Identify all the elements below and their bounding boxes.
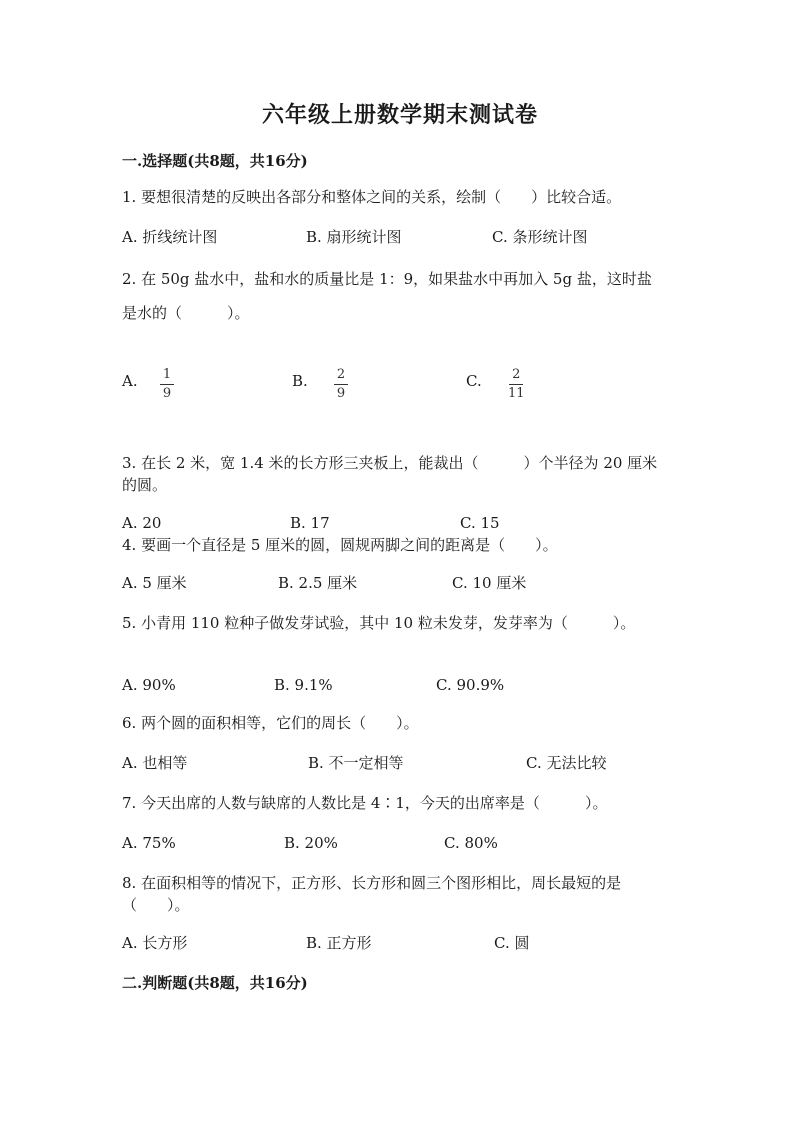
question-7-text: 7. 今天出席的人数与缺席的人数比是 4∶1，今天的出席率是（ ）。 bbox=[122, 794, 608, 812]
question-8-option-a: A. 长方形 bbox=[122, 934, 188, 952]
question-4-option-b: B. 2.5 厘米 bbox=[278, 574, 358, 592]
section-heading-judgment: 二.判断题(共8题，共16分) bbox=[122, 974, 308, 992]
question-3-option-a: A. 20 bbox=[122, 514, 162, 532]
question-2-text-line2: 是水的（ ）。 bbox=[122, 304, 250, 322]
option-label: A. bbox=[122, 372, 138, 390]
question-5-option-c: C. 90.9% bbox=[436, 676, 505, 694]
fraction-numerator: 2 bbox=[512, 367, 521, 382]
question-3-text-line2: 的圆。 bbox=[122, 476, 168, 494]
fraction-bar bbox=[160, 384, 174, 385]
option-label: B. bbox=[292, 372, 308, 390]
fraction bbox=[334, 368, 348, 401]
question-8-text-line2: （ ）。 bbox=[122, 896, 190, 914]
question-4-option-c: C. 10 厘米 bbox=[452, 574, 527, 592]
question-5-option-b: B. 9.1% bbox=[274, 676, 333, 694]
question-2-text-line1: 2. 在 50g 盐水中，盐和水的质量比是 1：9，如果盐水中再加入 5g 盐，这时盐 bbox=[122, 270, 652, 288]
fraction-numerator: 2 bbox=[336, 367, 346, 382]
question-8-option-c: C. 圆 bbox=[494, 934, 530, 952]
question-6-text: 6. 两个圆的面积相等，它们的周长（ ）。 bbox=[122, 714, 419, 732]
option-label: C. bbox=[466, 372, 482, 390]
fraction-denominator: 11 bbox=[508, 386, 525, 401]
fraction-bar bbox=[509, 384, 523, 385]
fraction-bar bbox=[334, 384, 348, 385]
question-1-option-a: A. 折线统计图 bbox=[122, 228, 218, 246]
question-5-text: 5. 小青用 110 粒种子做发芽试验，其中 10 粒未发芽，发芽率为（ ）。 bbox=[122, 614, 636, 632]
question-3-option-b: B. 17 bbox=[290, 514, 330, 532]
fraction-numerator: 1 bbox=[162, 367, 172, 382]
question-4-text: 4. 要画一个直径是 5 厘米的圆，圆规两脚之间的距离是（ ）。 bbox=[122, 536, 558, 554]
question-5-option-a: A. 90% bbox=[122, 676, 176, 694]
question-8-text-line1: 8. 在面积相等的情况下，正方形、长方形和圆三个图形相比，周长最短的是 bbox=[122, 874, 622, 892]
question-1-option-c: C. 条形统计图 bbox=[492, 228, 588, 246]
question-6-option-b: B. 不一定相等 bbox=[308, 754, 404, 772]
page-title: 六年级上册数学期末测试卷 bbox=[261, 102, 538, 128]
question-1-text: 1. 要想很清楚的反映出各部分和整体之间的关系，绘制（ ）比较合适。 bbox=[122, 188, 622, 206]
question-7-option-b: B. 20% bbox=[284, 834, 338, 852]
section-heading-choice: 一.选择题(共8题，共16分) bbox=[122, 152, 308, 170]
fraction bbox=[160, 368, 174, 401]
question-3-text-line1: 3. 在长 2 米，宽 1.4 米的长方形三夹板上，能裁出（ ）个半径为 20 厘米 bbox=[122, 454, 658, 472]
question-6-option-a: A. 也相等 bbox=[122, 754, 188, 772]
question-7-option-c: C. 80% bbox=[444, 834, 498, 852]
question-4-option-a: A. 5 厘米 bbox=[122, 574, 187, 592]
question-7-option-a: A. 75% bbox=[122, 834, 176, 852]
fraction-denominator: 9 bbox=[336, 386, 346, 401]
fraction bbox=[508, 368, 525, 401]
question-3-option-c: C. 15 bbox=[460, 514, 500, 532]
fraction-denominator: 9 bbox=[162, 386, 172, 401]
question-8-option-b: B. 正方形 bbox=[306, 934, 372, 952]
question-6-option-c: C. 无法比较 bbox=[526, 754, 607, 772]
question-1-option-b: B. 扇形统计图 bbox=[306, 228, 402, 246]
